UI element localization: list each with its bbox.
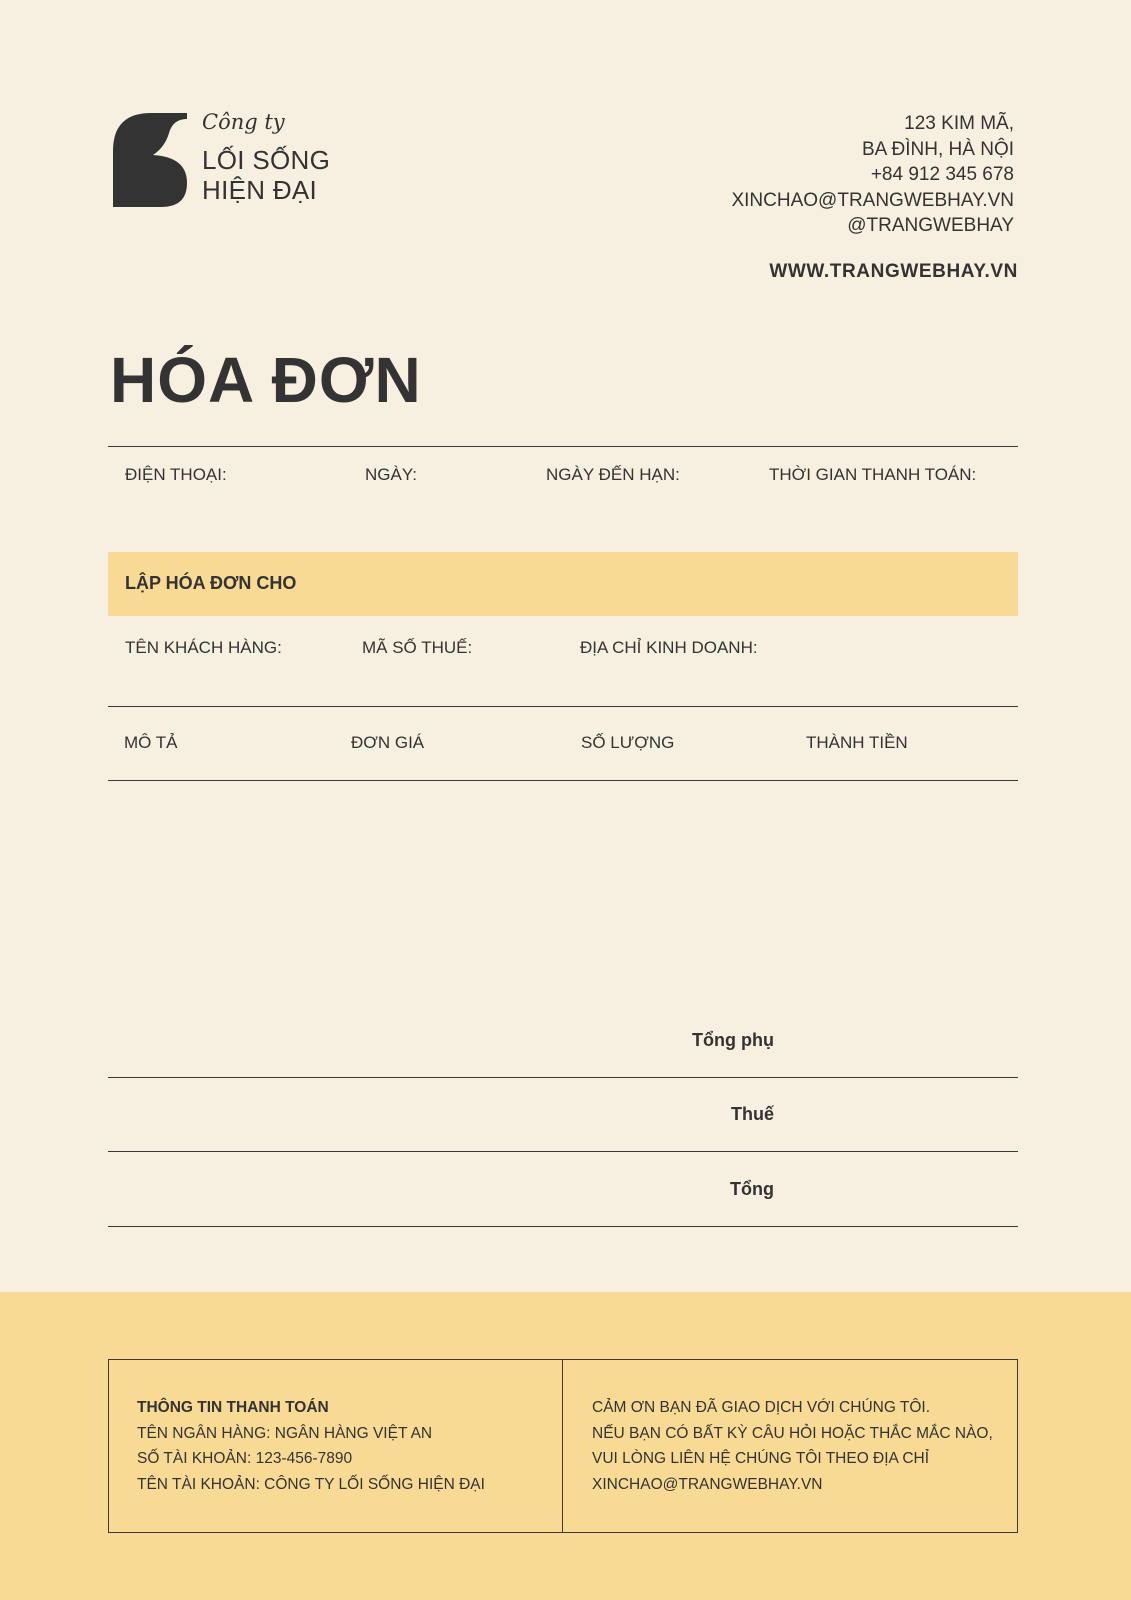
tax-rule: [108, 1151, 1018, 1152]
bank-name: TÊN NGÂN HÀNG: NGÂN HÀNG VIỆT AN: [137, 1424, 433, 1442]
website: WWW.TRANGWEBHAY.VN: [769, 261, 1018, 282]
payment-info: [137, 1395, 485, 1497]
table-header-rule: [108, 780, 1018, 781]
label-payment-term: THỜI GIAN THANH TOÁN:: [769, 465, 977, 484]
label-tax-code: MÃ SỐ THUẾ:: [362, 638, 473, 657]
social-handle: @TRANGWEBHAY: [847, 215, 1014, 236]
email: XINCHAO@TRANGWEBHAY.VN: [731, 189, 1014, 211]
account-number: SỐ TÀI KHOẢN: 123-456-7890: [137, 1450, 353, 1467]
thanks-line2: NẾU BẠN CÓ BẤT KỲ CÂU HỎI HOẶC THẮC MẮC NÀO,: [592, 1424, 993, 1442]
table-top-rule: [108, 706, 1018, 707]
label-due-date: NGÀY ĐẾN HẠN:: [546, 465, 680, 484]
account-name: TÊN TÀI KHOẢN: CÔNG TY LỐI SỐNG HIỆN ĐẠI: [137, 1475, 485, 1493]
thank-you-note: [592, 1395, 993, 1497]
label-business-address: ĐỊA CHỈ KINH DOANH:: [580, 638, 758, 657]
total-rule: [108, 1226, 1018, 1227]
address-line2: BA ĐÌNH, HÀ NỘI: [861, 138, 1014, 160]
tax-label: Thuế: [731, 1104, 774, 1124]
address-line1: 123 KIM MÃ,: [904, 113, 1014, 134]
column-quantity: SỐ LƯỢNG: [581, 733, 675, 752]
subtotal-rule: [108, 1077, 1018, 1078]
footer-divider: [562, 1359, 563, 1533]
payment-heading: THÔNG TIN THANH TOÁN: [137, 1399, 329, 1416]
company-prefix: Công ty: [202, 110, 285, 134]
label-phone: ĐIỆN THOẠI:: [125, 465, 227, 484]
thanks-line3: VUI LÒNG LIÊN HỆ CHÚNG TÔI THEO ĐỊA CHỈ: [592, 1450, 930, 1467]
bill-to-heading: LẬP HÓA ĐƠN CHO: [125, 573, 297, 593]
company-logo-icon: [113, 113, 187, 207]
column-amount: THÀNH TIỀN: [806, 733, 908, 752]
company-name: [202, 145, 330, 205]
label-date: NGÀY:: [365, 465, 417, 484]
total-label: Tổng: [730, 1179, 774, 1199]
label-customer-name: TÊN KHÁCH HÀNG:: [125, 638, 282, 657]
divider: [108, 446, 1018, 447]
contact-info: [731, 111, 1014, 239]
subtotal-label: Tổng phụ: [692, 1030, 774, 1050]
invoice-title: HÓA ĐƠN: [110, 344, 422, 416]
thanks-line1: CẢM ƠN BẠN ĐÃ GIAO DỊCH VỚI CHÚNG TÔI.: [592, 1399, 931, 1416]
company-name-line2: HIỆN ĐẠI: [202, 175, 318, 205]
phone: +84 912 345 678: [870, 164, 1014, 185]
thanks-line4: XINCHAO@TRANGWEBHAY.VN: [592, 1475, 823, 1493]
column-unit-price: ĐƠN GIÁ: [351, 733, 425, 752]
column-description: MÔ TẢ: [124, 733, 178, 752]
company-name-line1: LỐI SỐNG: [202, 145, 331, 175]
